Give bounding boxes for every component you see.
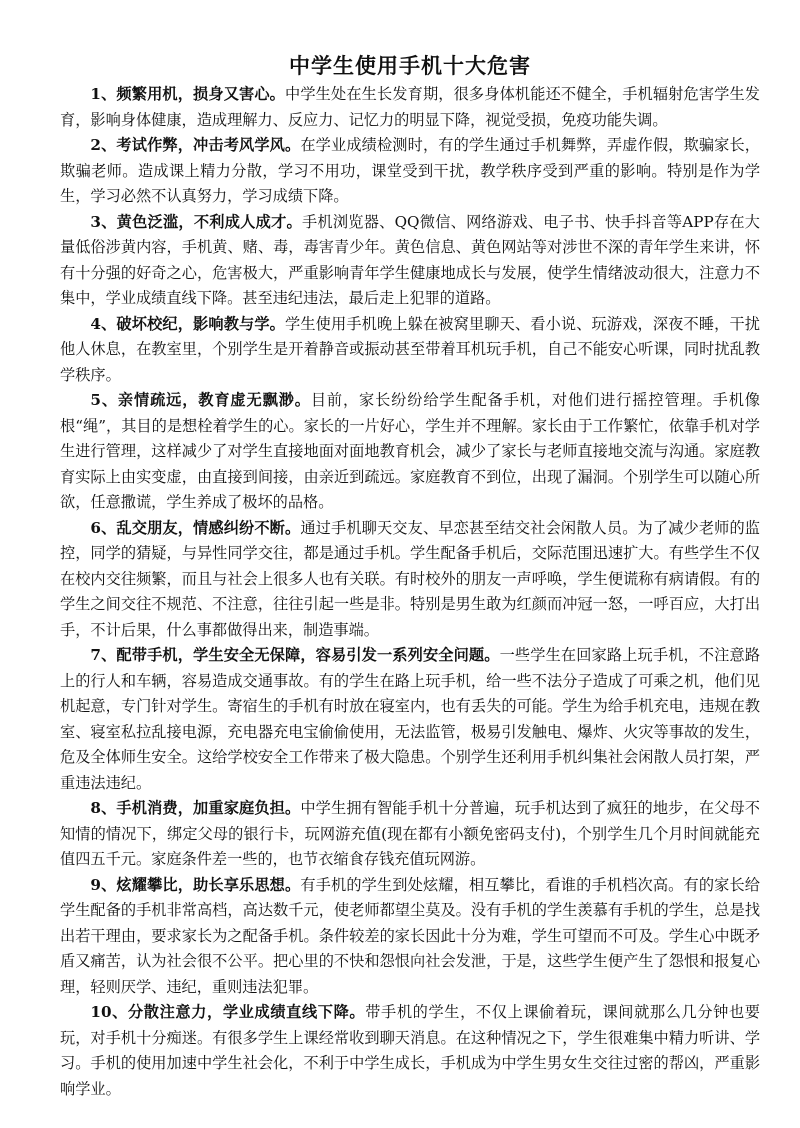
paragraph-body: 有手机的学生到处炫耀，相互攀比，看谁的手机档次高。有的家长给学生配备的手机非常高档，高达数千元，使老师都望尘莫及。没有手机的学生羡慕有手机的学生，总是找出若干理由，要求家长为之配备手机。条件较差的家长因此十分为难，学生可望而不可及。学生心中既矛盾又痛苦，认为社会很不公平。把心里的不快和怨恨向社会发泄，于是，这些学生便产生了怨恨和报复心理，轻则厌学、违纪，重则违法犯罪。: [60, 875, 760, 996]
paragraph-5: [60, 388, 760, 516]
paragraph-7: [60, 643, 760, 796]
document-title: 中学生使用手机十大危害: [289, 53, 531, 78]
paragraph-body: 一些学生在回家路上玩手机，不注意路上的行人和车辆，容易造成交通事故。有的学生在路上玩手机，给一些不法分子造成了可乘之机，他们见机起意，专门针对学生。寄宿生的手机有时放在寝室内，也有丢失的可能。学生为给手机充电，违规在教室、寝室私拉乱接电源，充电器充电宝偷偷使用，无法监管，极易引发触电、爆炸、火灾等事故的发生，危及全体师生安全。这给学校安全工作带来了极大隐患。个别学生还利用手机纠集社会闲散人员打架，严重违法违纪。: [60, 646, 761, 792]
paragraph-3: [60, 210, 760, 312]
paragraph-body: 通过手机聊天交友、早恋甚至结交社会闲散人员。为了减少老师的监控，同学的猜疑，与异性同学交往，都是通过手机。学生配备手机后，交际范围迅速扩大。有些学生不仅在校内交往频繁，而且与社会上很多人也有关联。有时校外的朋友一声呼唤，学生便谎称有病请假。有的学生之间交往不规范、不注意，往往引起一些是非。特别是男生敢为红颜而冲冠一怒，一呼百应，大打出手，不计后果，什么事都做得出来，制造事端。: [60, 518, 760, 639]
paragraph-8: [60, 796, 760, 873]
paragraph-heading: 2、考试作弊，冲击考风学风。: [90, 136, 301, 154]
paragraph-1: [60, 82, 760, 133]
paragraph-6: [60, 516, 760, 644]
paragraph-heading: 7、配带手机，学生安全无保障，容易引发一系列安全问题。: [90, 646, 500, 664]
paragraph-body: 带手机的学生，不仅上课偷着玩，课间就那么几分钟也要玩，对手机十分痴迷。有很多学生上课经常收到聊天消息。在这种情况之下，学生很难集中精力听讲、学习。手机的使用加速中学生社会化，不利于中学生成长，手机成为中学生男女生交往过密的帮凶，严重影响学业。: [60, 1003, 760, 1098]
paragraph-heading: 9、炫耀攀比，助长享乐思想。: [90, 875, 301, 894]
paragraph-10: [60, 1000, 760, 1102]
paragraph-9: [60, 873, 760, 1001]
paragraph-body: 中学生处在生长发育期，很多身体机能还不健全，手机辐射危害学生发育，影响身体健康，造成理解力、反应力、记忆力的明显下降，视觉受损，免疫功能失调。: [60, 85, 760, 129]
paragraph-heading: 4、破坏校纪，影响教与学。: [90, 314, 286, 333]
paragraph-2: [60, 133, 760, 210]
paragraph-body: 学生使用手机晚上躲在被窝里聊天、看小说、玩游戏，深夜不睡，干扰他人休息，在教室里，个别学生是开着静音或振动甚至带着耳机玩手机，自己不能安心听课，同时扰乱教学秩序。: [60, 314, 760, 384]
paragraph-body: 目前，家长纷纷给学生配备手机，对他们进行摇控管理。手机像根“绳”，其目的是想栓着学生的心。家长的一片好心，学生并不理解。家长由于工作繁忙，依靠手机对学生进行管理，这样减少了对学生直接地面对面地教育机会，减少了家长与老师直接地交流与沟通。家庭教育实际上由实变虚，由直接到间接，由亲近到疏远。家庭教育不到位，出现了漏洞。个别学生可以随心所欲，任意撒谎，学生养成了极坏的品格。: [60, 391, 760, 511]
paragraph-heading: 3、黄色泛滥，不利成人成才。: [90, 212, 302, 231]
paragraph-body: 在学业成绩检测时，有的学生通过手机舞弊，弄虚作假，欺骗家长，欺骗老师。造成课上精力分散，学习不用功，课堂受到干扰，教学秩序受到严重的影响。特别是作为学生，学习必然不认真努力，学习成绩下降。: [60, 136, 760, 205]
paragraph-heading: 8、手机消费，加重家庭负担。: [90, 799, 301, 817]
paragraph-body: 手机浏览器、QQ微信、网络游戏、电子书、快手抖音等APP存在大量低俗涉黄内容，手机黄、赌、毒，毒害青少年。黄色信息、黄色网站等对涉世不深的青年学生来讲，怀有十分强的好奇之心，危害极大，严重影响青年学生健康地成长与发展，使学生情绪波动很大，注意力不集中，学业成绩直线下降。甚至违纪违法，最后走上犯罪的道路。: [60, 212, 760, 307]
paragraph-heading: 10、分散注意力，学业成绩直线下降。: [90, 1003, 366, 1021]
paragraph-body: 中学生拥有智能手机十分普遍，玩手机达到了疯狂的地步，在父母不知情的情况下，绑定父母的银行卡，玩网游充值(现在都有小额免密码支付)，个别学生几个月时间就能充值四五千元。家庭条件差一些的，也节衣缩食存钱充值玩网游。: [60, 799, 760, 868]
paragraph-heading: 5、亲情疏远，教育虚无飘渺。: [90, 391, 311, 409]
paragraph-heading: 6、乱交朋友，情感纠纷不断。: [90, 518, 301, 537]
paragraph-heading: 1、频繁用机，损身又害心。: [90, 85, 286, 103]
paragraph-4: [60, 312, 760, 389]
